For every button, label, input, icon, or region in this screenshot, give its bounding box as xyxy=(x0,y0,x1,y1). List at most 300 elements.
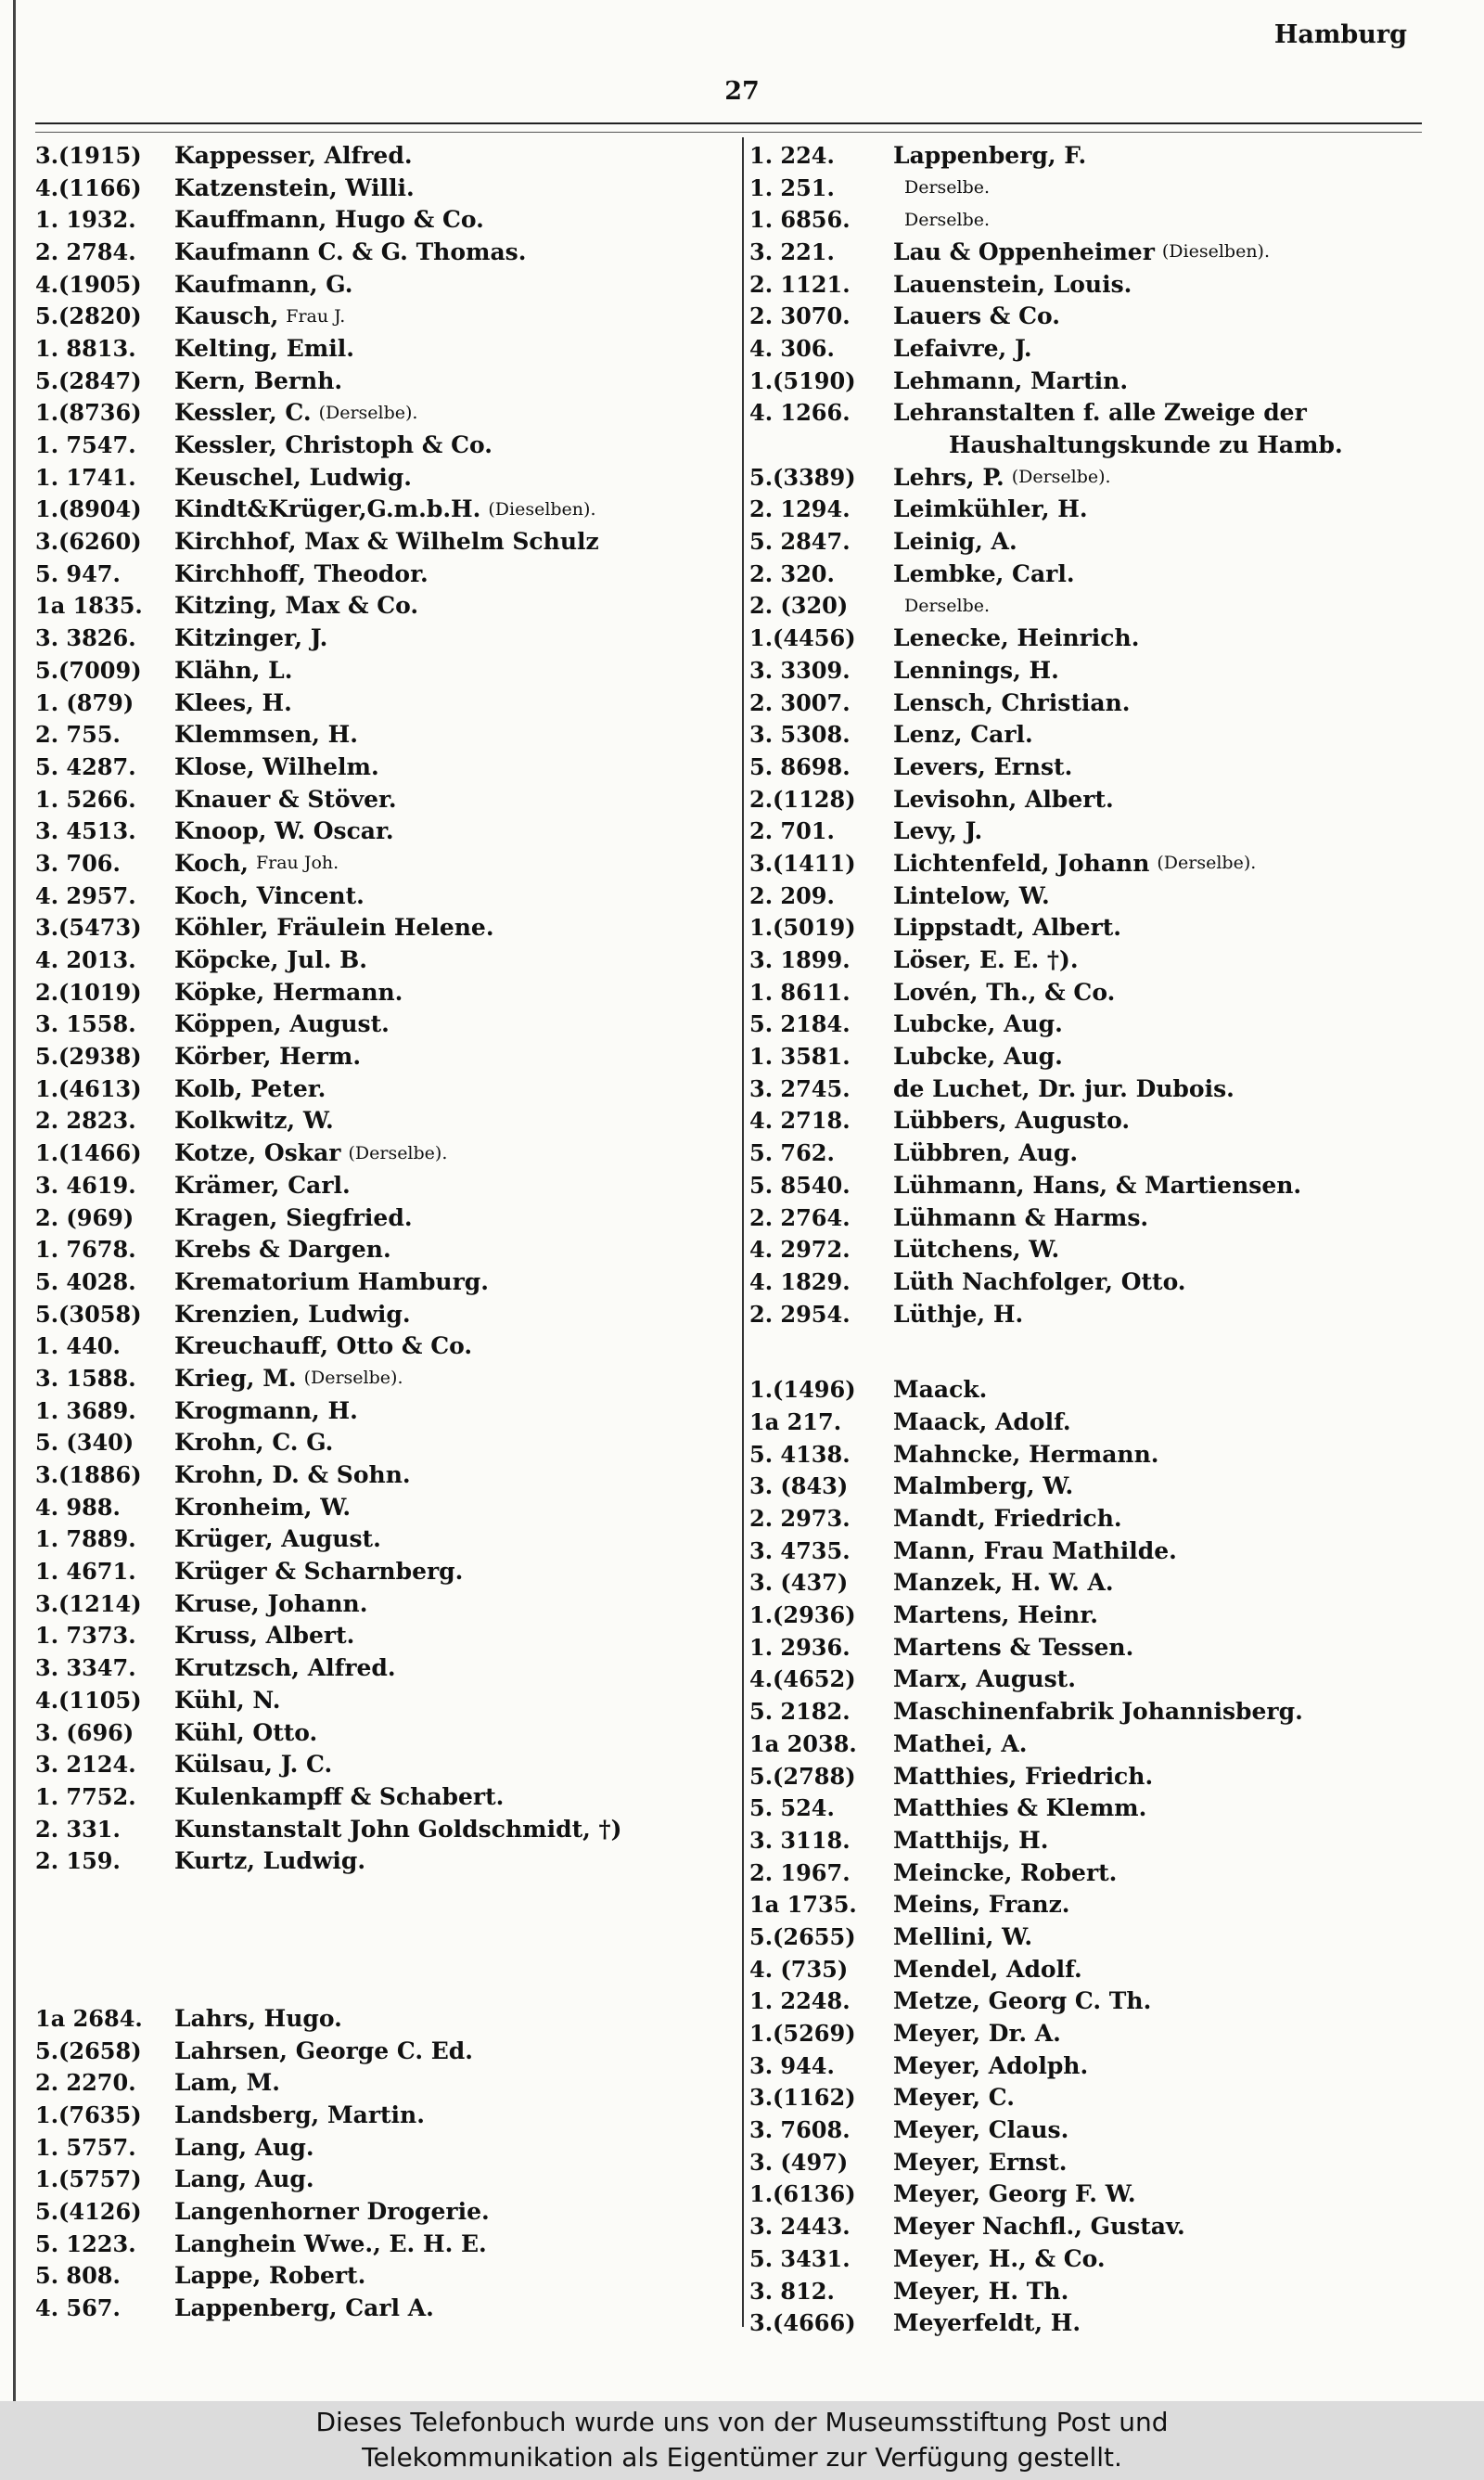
subscriber-name: Katzenstein, Willi. xyxy=(174,173,415,201)
subscriber-name: Kirchhof, Max & Wilhelm Schulz xyxy=(174,528,599,556)
entry-note: Derselbe. xyxy=(904,209,991,230)
phone-number: 2. 755. xyxy=(35,721,121,749)
phone-number: 2. 2823. xyxy=(35,1107,136,1135)
directory-entry xyxy=(35,1620,733,1652)
phone-number: 4. 2957. xyxy=(35,881,136,909)
phone-number: 5.(2938) xyxy=(35,1043,142,1071)
subscriber-name: Kessler, Christoph & Co. xyxy=(174,431,493,459)
phone-number: 4. 1266. xyxy=(749,399,851,427)
phone-number: 1. 224. xyxy=(749,141,835,169)
directory-entry xyxy=(35,880,733,912)
directory-entry xyxy=(749,558,1436,590)
subscriber-name: Meincke, Robert. xyxy=(893,1858,1118,1886)
phone-number: 3.(1886) xyxy=(35,1461,142,1489)
header-city: Hamburg xyxy=(1273,20,1407,49)
subscriber-name: Lenecke, Heinrich. xyxy=(893,624,1140,652)
subscriber-name: Leimkühler, H. xyxy=(893,495,1088,523)
subscriber-name: Mellini, W. xyxy=(893,1922,1033,1950)
directory-entry xyxy=(749,1953,1436,1985)
phone-number: 1. 7547. xyxy=(35,431,136,459)
subscriber-name: Kauffmann, Hugo & Co. xyxy=(174,206,484,234)
header-rule xyxy=(35,122,1422,124)
phone-number: 2. 2973. xyxy=(749,1505,851,1533)
phone-number: 1a 2038. xyxy=(749,1729,857,1757)
directory-entry xyxy=(35,236,733,268)
phone-number: 4. 567. xyxy=(35,2294,121,2322)
subscriber-name: Kessler, C. xyxy=(174,399,312,427)
directory-entry xyxy=(35,2292,733,2324)
directory-entry xyxy=(749,2114,1436,2146)
directory-entry xyxy=(749,687,1436,719)
directory-entry xyxy=(749,2146,1436,2178)
directory-entry xyxy=(749,1105,1436,1137)
directory-entry xyxy=(35,525,733,558)
directory-entry xyxy=(35,1491,733,1523)
subscriber-name: Matthies, Friedrich. xyxy=(893,1762,1154,1790)
directory-entry xyxy=(749,1599,1436,1631)
subscriber-name: Lappenberg, F. xyxy=(893,141,1087,169)
phone-number: 1. 2248. xyxy=(749,1987,851,2015)
directory-entry xyxy=(35,1330,733,1362)
subscriber-name: Lau & Oppenheimer xyxy=(893,238,1155,265)
subscriber-name: Kronheim, W. xyxy=(174,1493,352,1521)
directory-entry xyxy=(35,1427,733,1459)
phone-number: 3. 1899. xyxy=(749,946,851,974)
phone-number: 1a 217. xyxy=(749,1407,842,1435)
phone-number: 1. 2936. xyxy=(749,1633,851,1661)
directory-entry xyxy=(749,494,1436,526)
phone-number: 5. (340) xyxy=(35,1429,134,1457)
phone-number: 5. 947. xyxy=(35,559,121,587)
phone-number: 2. 1967. xyxy=(749,1858,851,1886)
subscriber-name: Mathei, A. xyxy=(893,1729,1028,1757)
subscriber-name: Lübbren, Aug. xyxy=(893,1139,1079,1167)
subscriber-name: Lüthje, H. xyxy=(893,1300,1024,1328)
directory-entry xyxy=(749,2242,1436,2275)
phone-number: 1.(8736) xyxy=(35,399,142,427)
directory-entry xyxy=(35,300,733,332)
phone-number: 5.(2655) xyxy=(749,1922,856,1950)
subscriber-name: Köppen, August. xyxy=(174,1010,390,1038)
phone-number: 4. 2972. xyxy=(749,1236,851,1264)
directory-entry xyxy=(35,203,733,236)
directory-entry xyxy=(749,1695,1436,1728)
phone-number: 1.(4456) xyxy=(749,624,856,652)
phone-number: 3.(4666) xyxy=(749,2309,856,2337)
subscriber-name: Kitzinger, J. xyxy=(174,624,328,652)
directory-entry xyxy=(35,2099,733,2131)
subscriber-name: Meyer, Ernst. xyxy=(893,2148,1068,2176)
phone-number: 3.(1915) xyxy=(35,141,142,169)
directory-entry xyxy=(35,1169,733,1201)
phone-number: 2. 2764. xyxy=(749,1203,851,1231)
phone-number: 2. 701. xyxy=(749,817,835,845)
subscriber-name: Mahncke, Hermann. xyxy=(893,1440,1159,1468)
phone-number: 3. 5308. xyxy=(749,721,851,749)
phone-number: 1. 7889. xyxy=(35,1525,136,1553)
subscriber-name: Malmberg, W. xyxy=(893,1472,1074,1500)
directory-entry xyxy=(35,1651,733,1684)
directory-entry xyxy=(749,1373,1436,1406)
phone-number: 1. 7373. xyxy=(35,1622,136,1650)
directory-entry xyxy=(749,1824,1436,1857)
phone-number: 3. 2443. xyxy=(749,2213,851,2241)
directory-entry xyxy=(749,1266,1436,1298)
directory-entry xyxy=(749,1535,1436,1567)
directory-entry xyxy=(749,1567,1436,1600)
subscriber-name: Marx, August. xyxy=(893,1665,1076,1693)
directory-entry xyxy=(749,1406,1436,1438)
phone-number: 3.(1162) xyxy=(749,2084,856,2112)
directory-entry xyxy=(749,2082,1436,2114)
directory-entry xyxy=(35,2164,733,2196)
phone-number: 3. (497) xyxy=(749,2148,849,2176)
phone-number: 1. 8611. xyxy=(749,978,851,1006)
phone-number: 2. (969) xyxy=(35,1203,134,1231)
phone-number: 5.(3058) xyxy=(35,1300,142,1328)
phone-number: 5. 8698. xyxy=(749,752,851,780)
directory-entry xyxy=(35,2260,733,2293)
directory-entry xyxy=(35,2195,733,2228)
phone-number: 5. 4287. xyxy=(35,752,136,780)
subscriber-name: Lang, Aug. xyxy=(174,2165,314,2193)
subscriber-name: Maack, Adolf. xyxy=(893,1407,1071,1435)
directory-entry xyxy=(35,976,733,1009)
directory-entry xyxy=(35,687,733,719)
subscriber-name: Lubcke, Aug. xyxy=(893,1043,1063,1071)
directory-entry xyxy=(35,1040,733,1073)
entry-note: (Derselbe). xyxy=(303,1368,403,1389)
phone-number: 3.(1411) xyxy=(749,849,856,877)
phone-number: 5. 1223. xyxy=(35,2229,136,2257)
phone-number: 1.(4613) xyxy=(35,1074,142,1102)
phone-number: 3. 812. xyxy=(749,2277,835,2305)
phone-number: 3. 944. xyxy=(749,2051,835,2079)
entry-note: Derselbe. xyxy=(904,177,991,199)
page-number: 27 xyxy=(724,77,760,106)
phone-number: 3. 3826. xyxy=(35,624,136,652)
directory-entry xyxy=(35,1105,733,1137)
subscriber-name: Lübbers, Augusto. xyxy=(893,1107,1131,1135)
directory-entry xyxy=(749,622,1436,654)
subscriber-name: Knoop, W. Oscar. xyxy=(174,817,394,845)
subscriber-name: Meyer Nachfl., Gustav. xyxy=(893,2213,1185,2241)
directory-entry xyxy=(35,912,733,944)
phone-number: 5. 808. xyxy=(35,2262,121,2290)
directory-entry xyxy=(35,1362,733,1394)
subscriber-name: Landsberg, Martin. xyxy=(174,2101,425,2129)
entry-note: (Derselbe). xyxy=(1011,467,1111,488)
subscriber-name: Kulenkampff & Schabert. xyxy=(174,1782,505,1810)
subscriber-name: Metze, Georg C. Th. xyxy=(893,1987,1152,2015)
directory-entry xyxy=(749,1137,1436,1169)
subscriber-name: Lam, M. xyxy=(174,2069,281,2097)
phone-number: 3.(1214) xyxy=(35,1589,142,1617)
directory-entry xyxy=(35,718,733,751)
phone-number: 3. (843) xyxy=(749,1472,849,1500)
phone-number: 1. 3581. xyxy=(749,1043,851,1071)
subscriber-name: Meyer, C. xyxy=(893,2084,1015,2112)
phone-number: 3. (437) xyxy=(749,1569,849,1597)
subscriber-name: Lappenberg, Carl A. xyxy=(174,2294,434,2322)
phone-number: 2. 320. xyxy=(749,559,835,587)
phone-number: 2. 159. xyxy=(35,1847,121,1875)
phone-number: 2. 3070. xyxy=(749,302,851,330)
directory-entry xyxy=(749,268,1436,301)
phone-number: 3. 4513. xyxy=(35,817,136,845)
phone-number: 1. 251. xyxy=(749,173,835,201)
subscriber-name: Lintelow, W. xyxy=(893,881,1050,909)
directory-entry xyxy=(749,1073,1436,1105)
directory-entry xyxy=(35,2035,733,2067)
entry-note: Derselbe. xyxy=(904,595,991,616)
subscriber-name: Kolkwitz, W. xyxy=(174,1107,334,1135)
subscriber-name: Külsau, J. C. xyxy=(174,1751,333,1779)
phone-number: 1. 1932. xyxy=(35,206,136,234)
subscriber-name: Lauers & Co. xyxy=(893,302,1060,330)
phone-number: 2.(1019) xyxy=(35,978,142,1006)
phone-number: 1.(2936) xyxy=(749,1601,856,1629)
subscriber-name: Matthijs, H. xyxy=(893,1826,1049,1854)
left-column-l-entries xyxy=(35,2002,733,2324)
subscriber-name: Kruse, Johann. xyxy=(174,1589,368,1617)
subscriber-name: Lembke, Carl. xyxy=(893,559,1075,587)
subscriber-name: Meyer, Claus. xyxy=(893,2116,1069,2144)
phone-number: 1.(5019) xyxy=(749,914,856,942)
directory-entry xyxy=(749,1298,1436,1330)
directory-entry xyxy=(35,1201,733,1234)
subscriber-name: Köpcke, Jul. B. xyxy=(174,946,367,974)
directory-entry xyxy=(35,783,733,816)
phone-number: 2. 2270. xyxy=(35,2069,136,2097)
directory-entry xyxy=(749,880,1436,912)
directory-entry xyxy=(35,751,733,783)
phone-number: 2. 209. xyxy=(749,881,835,909)
phone-number: 1.(5190) xyxy=(749,366,856,394)
directory-entry xyxy=(749,718,1436,751)
subscriber-name: Lennings, H. xyxy=(893,656,1059,684)
directory-entry xyxy=(35,944,733,976)
footer-line-2: Telekommunikation als Eigentümer zur Verfügung gestellt. xyxy=(362,2442,1122,2473)
subscriber-name: Levy, J. xyxy=(893,817,983,845)
subscriber-name: Kolb, Peter. xyxy=(174,1074,326,1102)
directory-entry xyxy=(35,1716,733,1749)
subscriber-name: Krüger, August. xyxy=(174,1525,381,1553)
phone-number: 3.(6260) xyxy=(35,528,142,556)
phone-number: 5. 2182. xyxy=(749,1698,851,1726)
directory-entry xyxy=(35,1587,733,1620)
directory-entry xyxy=(35,1780,733,1813)
directory-entry xyxy=(35,1073,733,1105)
directory-entry xyxy=(749,1438,1436,1471)
subscriber-name: Kirchhoff, Theodor. xyxy=(174,559,429,587)
subscriber-name: Maschinenfabrik Johannisberg. xyxy=(893,1698,1303,1726)
subscriber-name: Köpke, Hermann. xyxy=(174,978,403,1006)
subscriber-name: Meyer, Dr. A. xyxy=(893,2020,1061,2048)
phone-number: 1. 7752. xyxy=(35,1782,136,1810)
directory-entry xyxy=(749,2210,1436,2242)
subscriber-name: Matthies & Klemm. xyxy=(893,1794,1147,1822)
subscriber-name: Kausch, xyxy=(174,302,279,330)
directory-entry xyxy=(749,461,1436,494)
directory-entry xyxy=(749,1471,1436,1503)
phone-number: 2. (320) xyxy=(749,592,849,620)
directory-entry xyxy=(35,172,733,204)
directory-entry xyxy=(35,1844,733,1877)
directory-entry xyxy=(35,2067,733,2100)
directory-entry xyxy=(749,172,1436,204)
phone-number: 4.(1905) xyxy=(35,270,142,298)
subscriber-name: Krieg, M. xyxy=(174,1364,297,1392)
phone-number: 5. 2847. xyxy=(749,528,851,556)
directory-entry xyxy=(749,203,1436,236)
entry-note: (Derselbe). xyxy=(318,402,418,423)
phone-number: 2. 2784. xyxy=(35,238,136,265)
directory-entry xyxy=(35,1748,733,1780)
phone-number: 3. 3347. xyxy=(35,1654,136,1682)
phone-number: 1. 5266. xyxy=(35,785,136,813)
footer-line-1: Dieses Telefonbuch wurde uns von der Museumsstiftung Post und xyxy=(315,2407,1169,2437)
phone-number: 3. 706. xyxy=(35,849,121,877)
directory-entry xyxy=(35,429,733,461)
phone-number: 5.(4126) xyxy=(35,2198,142,2226)
directory-entry xyxy=(35,654,733,687)
phone-number: 4. 2013. xyxy=(35,946,136,974)
directory-entry xyxy=(749,944,1436,976)
phone-number: 3. 2124. xyxy=(35,1751,136,1779)
subscriber-name: Haushaltungskunde zu Hamb. xyxy=(949,431,1343,459)
entry-note: (Derselbe). xyxy=(348,1142,448,1163)
phone-number: 2. 1294. xyxy=(749,495,851,523)
subscriber-name: Martens, Heinr. xyxy=(893,1601,1098,1629)
phone-number: 3. 4735. xyxy=(749,1536,851,1564)
subscriber-name: Krüger & Scharnberg. xyxy=(174,1558,464,1586)
subscriber-name: Kühl, Otto. xyxy=(174,1718,318,1746)
subscriber-name: Lüth Nachfolger, Otto. xyxy=(893,1267,1186,1295)
subscriber-name: Meyer, H. Th. xyxy=(893,2277,1069,2305)
subscriber-name: Krematorium Hamburg. xyxy=(174,1267,489,1295)
phone-number: 5. 3431. xyxy=(749,2244,851,2272)
subscriber-name: Leinig, A. xyxy=(893,528,1017,556)
subscriber-name: Meyer, Georg F. W. xyxy=(893,2180,1136,2208)
directory-entry xyxy=(35,1009,733,1041)
phone-number: 3. 1588. xyxy=(35,1364,136,1392)
directory-entry xyxy=(749,139,1436,172)
subscriber-name: Kreuchauff, Otto & Co. xyxy=(174,1332,473,1360)
subscriber-name: Lensch, Christian. xyxy=(893,688,1131,716)
subscriber-name: Lahrs, Hugo. xyxy=(174,2004,342,2032)
subscriber-name: Lühmann & Harms. xyxy=(893,1203,1149,1231)
subscriber-name: Lichtenfeld, Johann xyxy=(893,849,1150,877)
phone-number: 4.(1166) xyxy=(35,173,142,201)
directory-entry xyxy=(749,1728,1436,1760)
phone-number: 2. 331. xyxy=(35,1815,121,1843)
directory-entry xyxy=(749,1040,1436,1073)
directory-entry xyxy=(749,2050,1436,2082)
phone-number: 3. 1558. xyxy=(35,1010,136,1038)
entry-note: (Derselbe). xyxy=(1157,853,1257,874)
subscriber-name: Lehmann, Martin. xyxy=(893,366,1129,394)
phone-number: 5. 4138. xyxy=(749,1440,851,1468)
subscriber-name: Manzek, H. W. A. xyxy=(893,1569,1114,1597)
directory-entry xyxy=(35,268,733,301)
directory-entry xyxy=(35,1394,733,1427)
subscriber-name: Kunstanstalt John Goldschmidt, †) xyxy=(174,1815,622,1843)
directory-entry xyxy=(749,1233,1436,1266)
subscriber-name: Krohn, D. & Sohn. xyxy=(174,1461,411,1489)
directory-entry xyxy=(35,815,733,847)
subscriber-name: Krenzien, Ludwig. xyxy=(174,1300,411,1328)
phone-number: 3.(5473) xyxy=(35,914,142,942)
directory-entry xyxy=(749,2275,1436,2307)
subscriber-name: Mendel, Adolf. xyxy=(893,1955,1082,1983)
subscriber-name: Lefaivre, J. xyxy=(893,334,1032,362)
phone-number: 2. 1121. xyxy=(749,270,851,298)
phone-number: 3. 3309. xyxy=(749,656,851,684)
directory-entry xyxy=(749,976,1436,1009)
phone-number: 2. 2954. xyxy=(749,1300,851,1328)
entry-note: (Dieselben). xyxy=(1161,241,1271,263)
subscriber-name: Krutzsch, Alfred. xyxy=(174,1654,396,1682)
phone-number: 4. 1829. xyxy=(749,1267,851,1295)
phone-number: 5. 4028. xyxy=(35,1267,136,1295)
phone-number: 4.(1105) xyxy=(35,1686,142,1714)
phone-number: 1.(5757) xyxy=(35,2165,142,2193)
directory-entry xyxy=(749,1792,1436,1824)
right-column-l-entries xyxy=(749,139,1436,1330)
directory-entry xyxy=(35,365,733,397)
directory-entry xyxy=(35,139,733,172)
directory-entry xyxy=(35,494,733,526)
subscriber-name: Meins, Franz. xyxy=(893,1891,1070,1919)
subscriber-name: Kindt&Krüger,G.m.b.H. xyxy=(174,495,481,523)
right-column-gap xyxy=(749,1330,1436,1373)
subscriber-name: Lovén, Th., & Co. xyxy=(893,978,1116,1006)
subscriber-name: Kitzing, Max & Co. xyxy=(174,592,419,620)
phone-number: 3. 4619. xyxy=(35,1171,136,1199)
right-column xyxy=(749,139,1436,2339)
directory-entry xyxy=(749,1857,1436,1889)
subscriber-name: Lappe, Robert. xyxy=(174,2262,366,2290)
directory-entry xyxy=(35,1813,733,1845)
subscriber-name: Klees, H. xyxy=(174,688,292,716)
directory-entry xyxy=(749,2017,1436,2050)
entry-note: (Dieselben). xyxy=(488,498,596,520)
phone-number: 1. 7678. xyxy=(35,1236,136,1264)
subscriber-name: Lippstadt, Albert. xyxy=(893,914,1121,942)
subscriber-name: Kelting, Emil. xyxy=(174,334,354,362)
left-column xyxy=(35,139,733,2324)
phone-number: 1. 4671. xyxy=(35,1558,136,1586)
directory-entry xyxy=(35,1458,733,1491)
entry-note: Frau J. xyxy=(286,305,346,327)
directory-entry xyxy=(749,1631,1436,1664)
subscriber-name: Kappesser, Alfred. xyxy=(174,141,413,169)
phone-number: 5.(3389) xyxy=(749,463,856,491)
subscriber-name: Martens & Tessen. xyxy=(893,1633,1134,1661)
phone-number: 3. 221. xyxy=(749,238,835,265)
directory-entry xyxy=(749,590,1436,623)
directory-entry xyxy=(749,1169,1436,1201)
subscriber-name: Kern, Bernh. xyxy=(174,366,343,394)
phone-number: 5.(2788) xyxy=(749,1762,856,1790)
directory-entry xyxy=(749,1664,1436,1696)
right-column-m-entries xyxy=(749,1373,1436,2339)
subscriber-name: Maack. xyxy=(893,1376,988,1404)
directory-entry xyxy=(35,2131,733,2164)
phone-number: 4. 306. xyxy=(749,334,835,362)
subscriber-name: Kragen, Siegfried. xyxy=(174,1203,413,1231)
